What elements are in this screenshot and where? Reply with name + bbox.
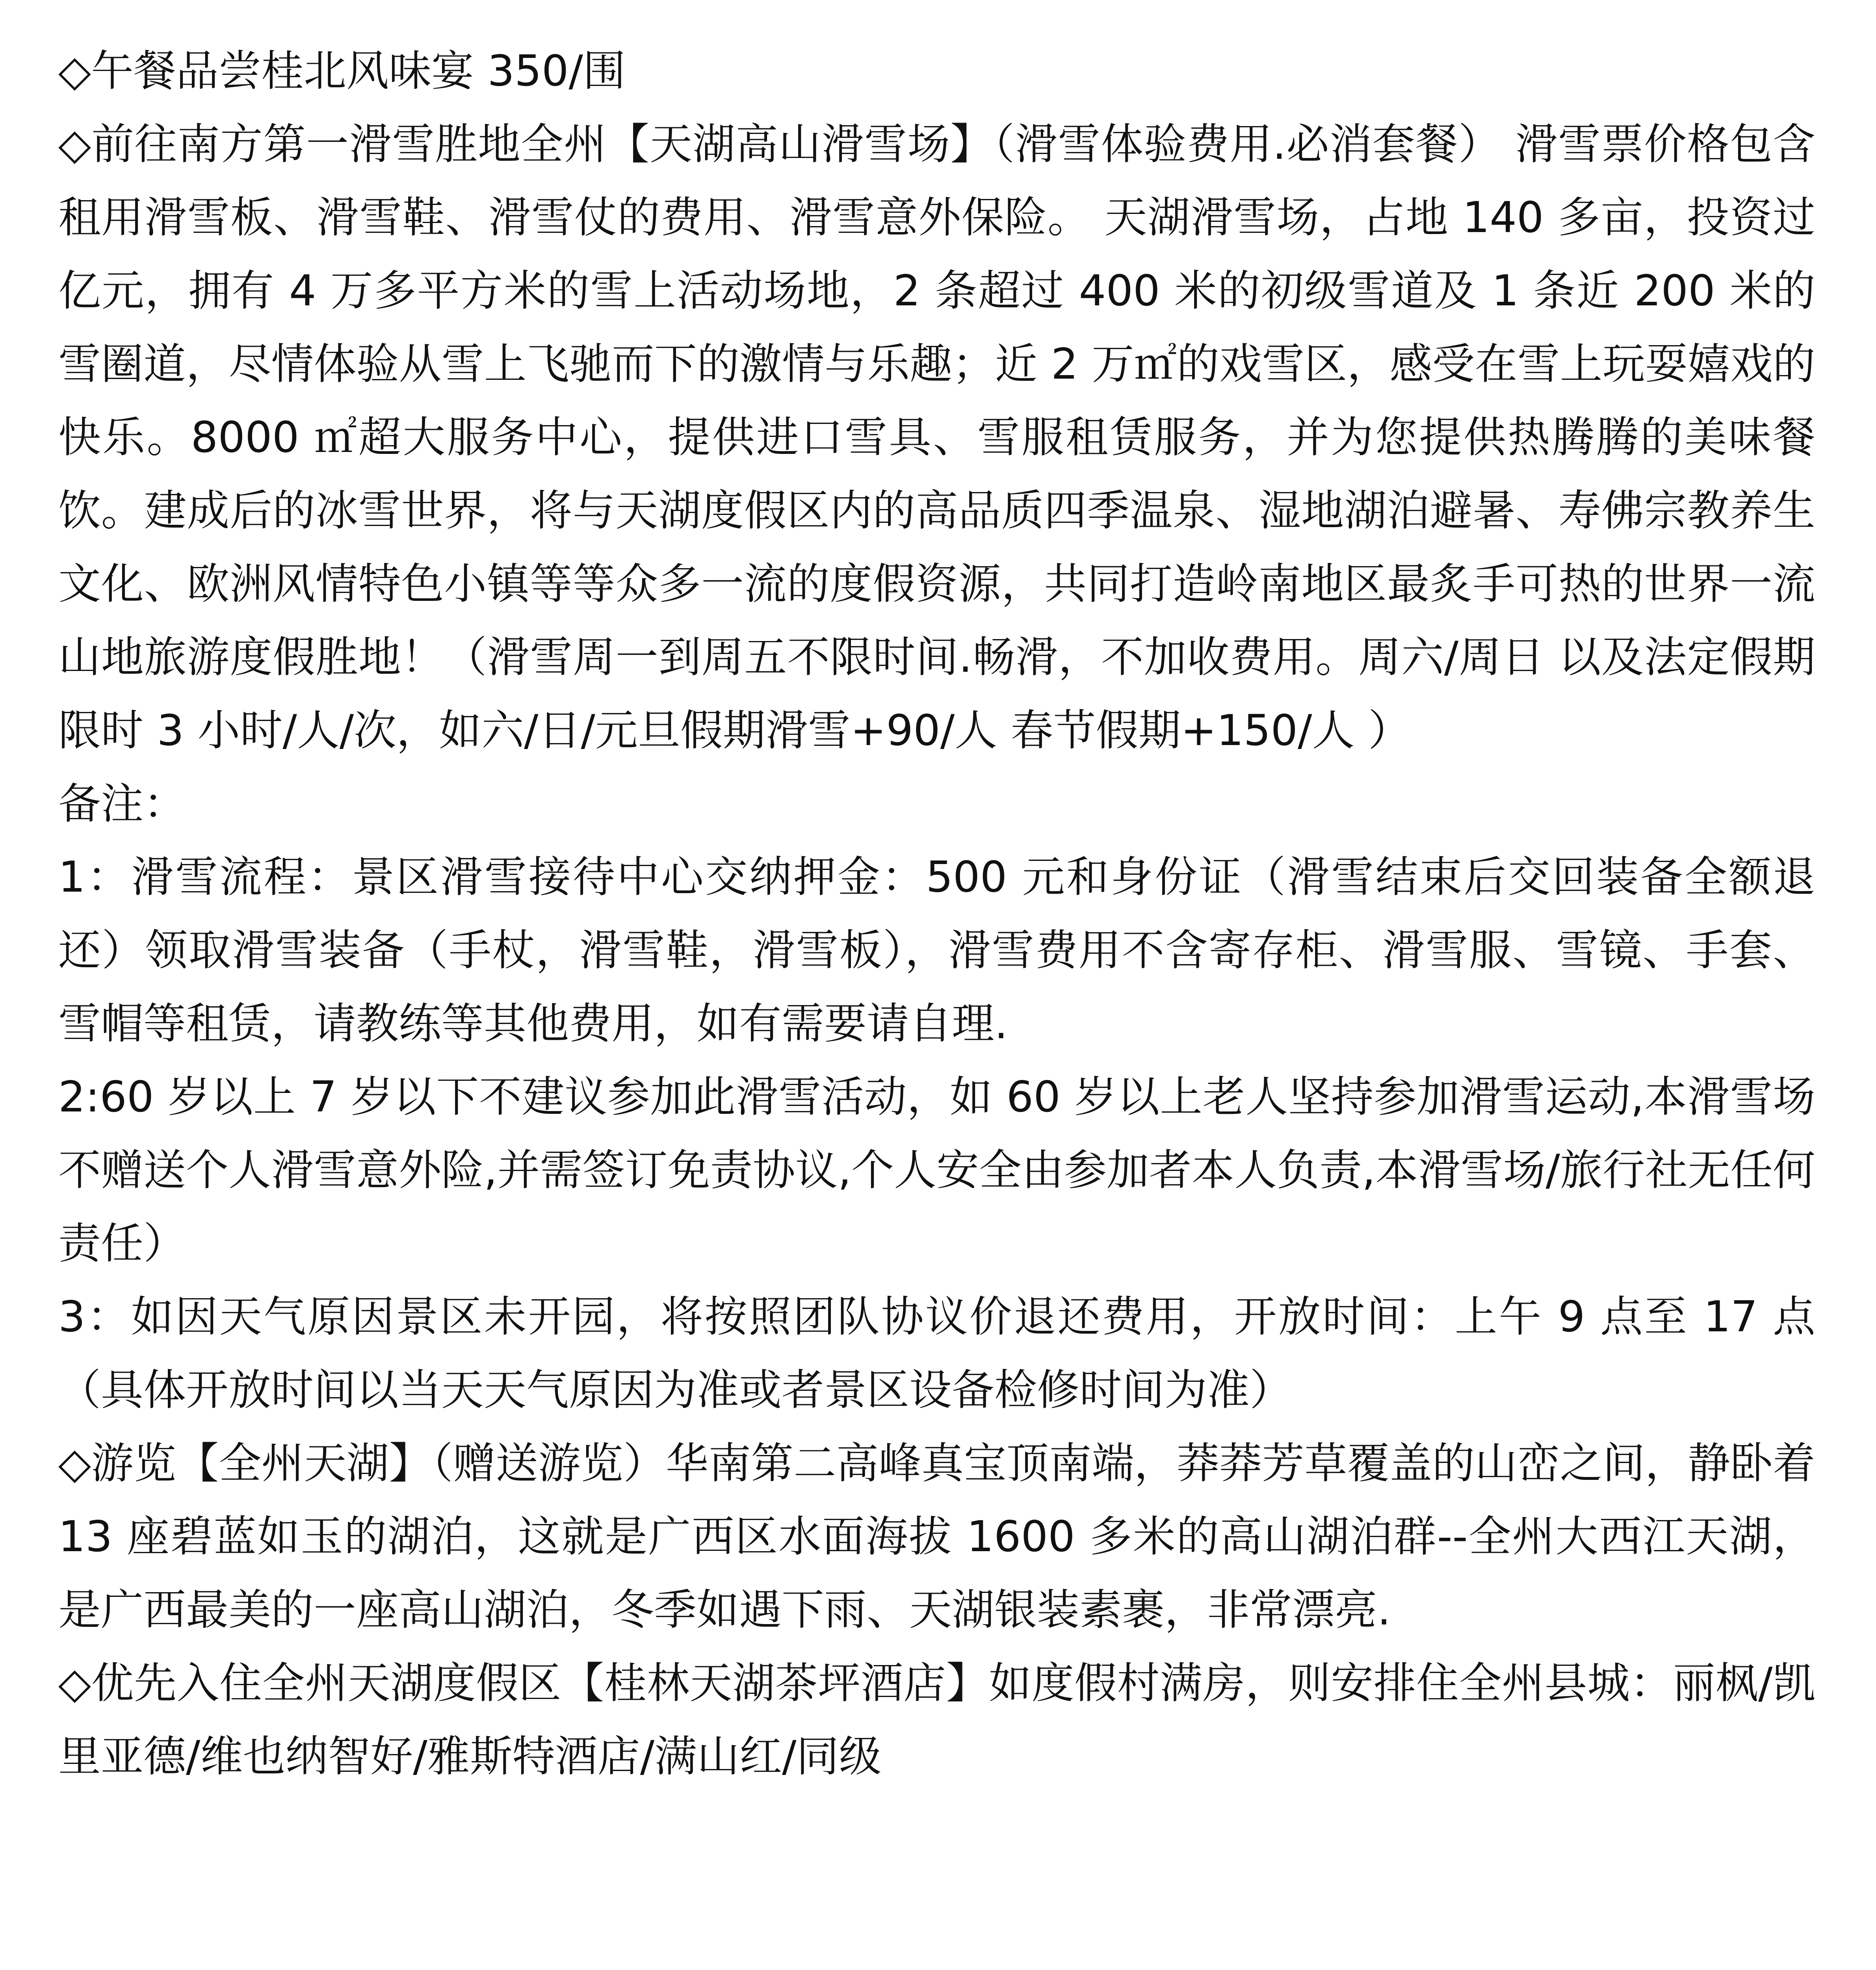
note-3-paragraph: 3：如因天气原因景区未开园，将按照团队协议价退还费用，开放时间：上午 9 点至 17 点（具体开放时间以当天天气原因为准或者景区设备检修时间为准）	[58, 1292, 1815, 1415]
note-1-paragraph: 1：滑雪流程：景区滑雪接待中心交纳押金：500 元和身份证（滑雪结束后交回装备全额退还）领取滑雪装备（手杖，滑雪鞋，滑雪板），滑雪费用不含寄存柜、滑雪服、雪镜、手套、雪帽等租赁，请教练等其他费用，如有需要请自理.	[58, 853, 1815, 1048]
tianhu-lake-paragraph: ◇游览【全州天湖】（赠送游览）华南第二高峰真宝顶南端，莽莽芳草覆盖的山峦之间，静卧着 13 座碧蓝如玉的湖泊，这就是广西区水面海拔 1600 多米的高山湖泊群--全州大西江天湖，是广西最美的一座高山湖泊，冬季如遇下雨、天湖银装素裹，非常漂亮.	[58, 1439, 1815, 1635]
notes-heading: 备注：	[58, 779, 186, 829]
hotel-paragraph: ◇优先入住全州天湖度假区【桂林天湖茶坪酒店】如度假村满房，则安排住全州县城：丽枫/凯里亚德/维也纳智好/雅斯特酒店/满山红/同级	[58, 1659, 1815, 1781]
note-2-paragraph: 2:60 岁以上 7 岁以下不建议参加此滑雪活动，如 60 岁以上老人坚持参加滑雪运动,本滑雪场不赠送个人滑雪意外险,并需签订免责协议,个人安全由参加者本人负责,本滑雪场/旅行社无任何责任）	[58, 1072, 1815, 1268]
lunch-paragraph: ◇午餐品尝桂北风味宴 350/围	[58, 46, 626, 96]
ski-resort-paragraph: ◇前往南方第一滑雪胜地全州【天湖高山滑雪场】（滑雪体验费用.必消套餐） 滑雪票价格包含租用滑雪板、滑雪鞋、滑雪仗的费用、滑雪意外保险。 天湖滑雪场，占地 140 多亩，投资过亿元，拥有 4 万多平方米的雪上活动场地，2 条超过 400 米的初级雪道及 1 条近 200 米的雪圈道，尽情体验从雪上飞驰而下的激情与乐趣；近 2 万㎡的戏雪区，感受在雪上玩耍嬉戏的快乐。8000 ㎡超大服务中心，提供进口雪具、雪服租赁服务，并为您提供热腾腾的美味餐饮。建成后的冰雪世界，将与天湖度假区内的高品质四季温泉、湿地湖泊避暑、寿佛宗教养生文化、欧洲风情特色小镇等等众多一流的度假资源，共同打造岭南地区最炙手可热的世界一流山地旅游度假胜地！（滑雪周一到周五不限时间.畅滑，不加收费用。周六/周日 以及法定假期限时 3 小时/人/次，如六/日/元旦假期滑雪+90/人 春节假期+150/人 ）	[58, 120, 1815, 755]
itinerary-document	[58, 35, 1815, 1793]
